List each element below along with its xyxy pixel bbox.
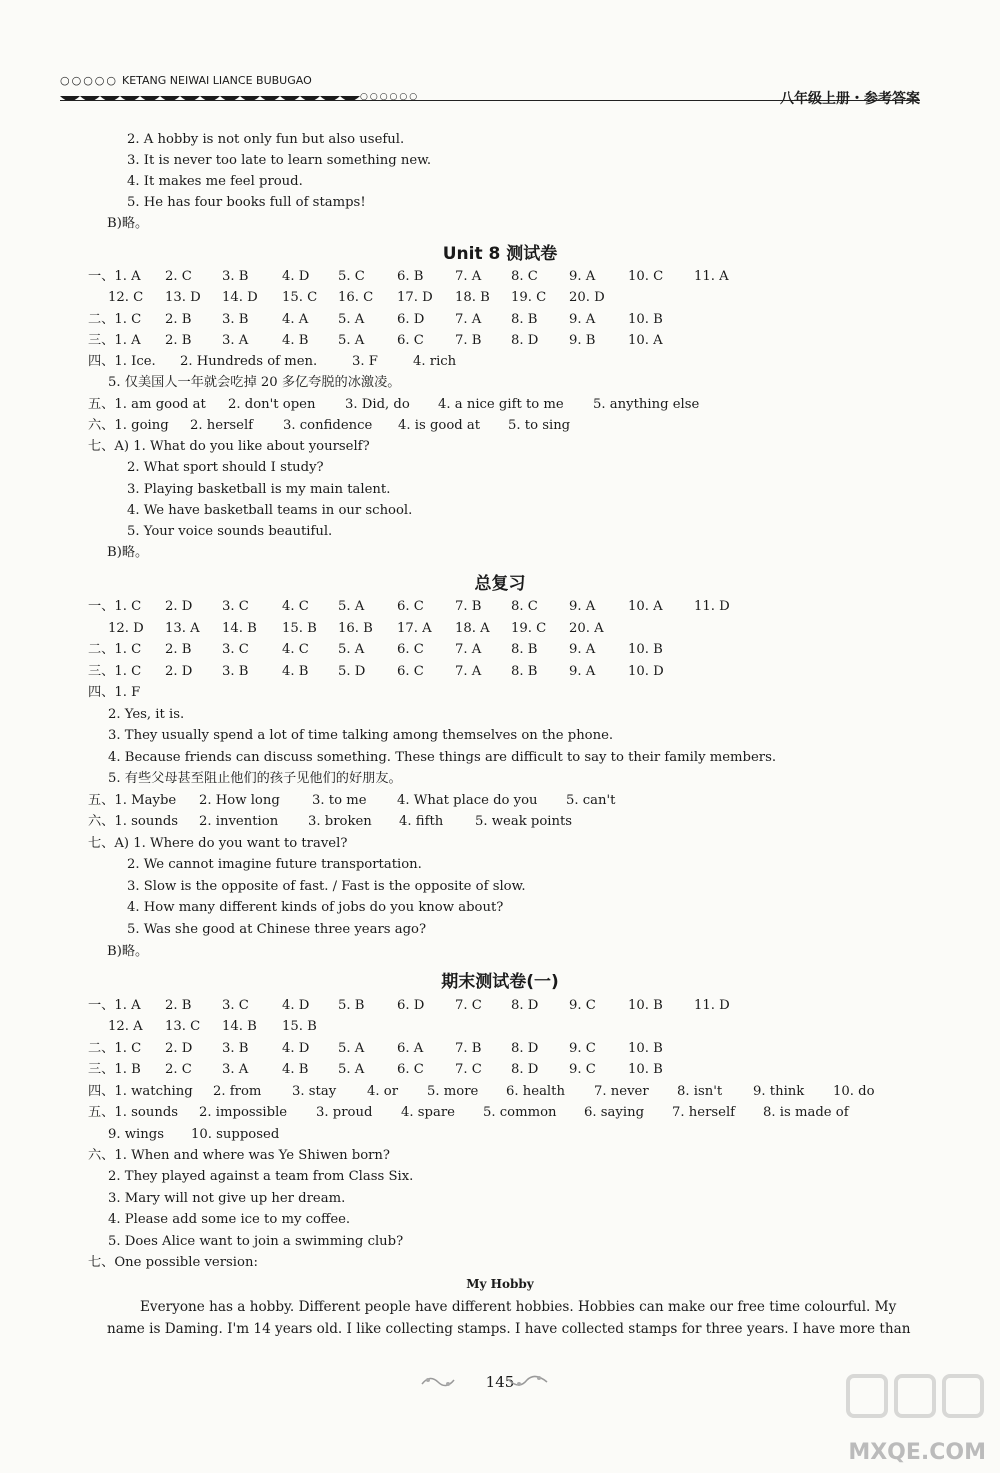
answer-item: 2. D bbox=[165, 664, 193, 679]
answer-line: 2. A hobby is not only fun but also useful. bbox=[127, 132, 405, 147]
answer-item: 7. B bbox=[455, 599, 482, 614]
answer-item: 2. Hundreds of men. bbox=[180, 354, 318, 369]
essay-title: My Hobby bbox=[466, 1277, 534, 1291]
answer-item: 7. B bbox=[455, 1041, 482, 1056]
answer-item: 9. C bbox=[569, 998, 596, 1013]
answer-item: 2. B bbox=[165, 642, 192, 657]
answer-item: 19. C bbox=[511, 621, 547, 636]
answer-line: 四、1. F bbox=[88, 685, 141, 700]
answer-item: 9. C bbox=[569, 1062, 596, 1077]
header-brand: KETANG NEIWAI LIANCE BUBUGAO bbox=[122, 74, 312, 87]
answer-item: 9. wings bbox=[108, 1127, 164, 1142]
answer-item: 7. A bbox=[455, 269, 482, 284]
answer-item: 11. A bbox=[694, 269, 729, 284]
answer-item: 2. How long bbox=[199, 793, 280, 808]
answer-line: 5. Was she good at Chinese three years ago? bbox=[127, 922, 427, 937]
answer-item: 8. C bbox=[511, 599, 538, 614]
answer-item: 4. D bbox=[282, 998, 310, 1013]
answer-item: 3. B bbox=[222, 1041, 249, 1056]
answer-item: 4. a nice gift to me bbox=[438, 397, 564, 412]
answer-line: 2. Yes, it is. bbox=[108, 707, 185, 722]
answer-item: 15. B bbox=[282, 621, 317, 636]
answer-item: 16. C bbox=[338, 290, 374, 305]
answer-item: 11. D bbox=[694, 998, 730, 1013]
answer-line: 七、One possible version: bbox=[88, 1255, 258, 1270]
answer-item: 二、1. C bbox=[88, 312, 142, 327]
section-title-final: 期末测试卷(一) bbox=[441, 972, 559, 992]
answer-item: 3. F bbox=[352, 354, 378, 369]
answer-line: 2. They played against a team from Class Six. bbox=[108, 1169, 414, 1184]
answer-item: 5. A bbox=[338, 599, 365, 614]
answer-item: 18. A bbox=[455, 621, 490, 636]
answer-item: 五、1. Maybe bbox=[88, 793, 177, 808]
answer-item: 6. D bbox=[397, 998, 425, 1013]
answer-item: 10. A bbox=[628, 333, 663, 348]
answer-item: 8. D bbox=[511, 998, 539, 1013]
answer-item: 10. B bbox=[628, 312, 663, 327]
answer-item: 5. can't bbox=[566, 793, 616, 808]
answer-item: 5. anything else bbox=[593, 397, 700, 412]
answer-item: 一、1. A bbox=[88, 998, 141, 1013]
header-wave-ornament bbox=[60, 92, 360, 106]
answer-item: 5. A bbox=[338, 312, 365, 327]
answer-line: 4. We have basketball teams in our school. bbox=[127, 503, 413, 518]
answer-line: 3. Slow is the opposite of fast. / Fast is the opposite of slow. bbox=[127, 879, 526, 894]
section-title-unit8: Unit 8 测试卷 bbox=[442, 244, 558, 264]
answer-item: 5. A bbox=[338, 642, 365, 657]
answer-item: 2. don't open bbox=[228, 397, 316, 412]
answer-item: 4. or bbox=[367, 1084, 399, 1099]
page-ornament-right bbox=[505, 1372, 551, 1390]
answer-item: 8. isn't bbox=[677, 1084, 723, 1099]
answer-item: 8. D bbox=[511, 333, 539, 348]
essay-line: name is Daming. I'm 14 years old. I like collecting stamps. I have collected stamps for three years. I have more than bbox=[107, 1321, 911, 1337]
answer-item: 4. C bbox=[282, 599, 309, 614]
answer-item: 5. B bbox=[338, 998, 365, 1013]
answer-item: 3. B bbox=[222, 269, 249, 284]
answer-item: 10. B bbox=[628, 1041, 663, 1056]
answer-item: 3. Did, do bbox=[345, 397, 410, 412]
answer-item: 8. D bbox=[511, 1062, 539, 1077]
answer-item: 4. B bbox=[282, 333, 309, 348]
answer-item: 4. rich bbox=[413, 354, 457, 369]
answer-item: 2. herself bbox=[190, 418, 254, 433]
answer-line: B)略。 bbox=[107, 545, 149, 560]
answer-line: 5. Your voice sounds beautiful. bbox=[127, 524, 333, 539]
answer-item: 20. D bbox=[569, 290, 605, 305]
answer-line: 2. We cannot imagine future transportation. bbox=[127, 857, 422, 872]
answer-item: 五、1. am good at bbox=[88, 397, 206, 412]
answer-item: 四、1. watching bbox=[88, 1084, 193, 1099]
answer-item: 6. C bbox=[397, 333, 424, 348]
answer-line: 5. 仅美国人一年就会吃掉 20 多亿夸脱的冰激凌。 bbox=[108, 375, 401, 390]
answer-item: 4. B bbox=[282, 664, 309, 679]
answer-item: 9. B bbox=[569, 333, 596, 348]
answer-item: 10. D bbox=[628, 664, 664, 679]
answer-line: 5. Does Alice want to join a swimming club? bbox=[108, 1234, 404, 1249]
answer-item: 9. A bbox=[569, 599, 596, 614]
answer-item: 3. to me bbox=[312, 793, 367, 808]
answer-item: 7. A bbox=[455, 312, 482, 327]
answer-item: 5. A bbox=[338, 1041, 365, 1056]
answer-item: 13. D bbox=[165, 290, 201, 305]
answer-item: 3. stay bbox=[292, 1084, 337, 1099]
answer-item: 9. A bbox=[569, 269, 596, 284]
answer-item: 2. invention bbox=[199, 814, 279, 829]
answer-item: 10. supposed bbox=[191, 1127, 280, 1142]
answer-item: 9. A bbox=[569, 642, 596, 657]
answer-item: 4. D bbox=[282, 269, 310, 284]
answer-item: 10. do bbox=[833, 1084, 875, 1099]
answer-line: 七、A) 1. Where do you want to travel? bbox=[88, 836, 348, 851]
header-section-label: 八年级上册・参考答案 bbox=[780, 91, 920, 107]
answer-item: 2. from bbox=[213, 1084, 262, 1099]
answer-item: 4. D bbox=[282, 1041, 310, 1056]
page-number: 145 bbox=[485, 1373, 515, 1391]
answer-item: 4. is good at bbox=[398, 418, 481, 433]
answer-item: 4. What place do you bbox=[397, 793, 538, 808]
answer-item: 4. fifth bbox=[399, 814, 444, 829]
answer-item: 9. think bbox=[753, 1084, 805, 1099]
answer-item: 6. C bbox=[397, 664, 424, 679]
answer-item: 4. spare bbox=[401, 1105, 455, 1120]
answer-item: 三、1. A bbox=[88, 333, 141, 348]
answer-item: 6. C bbox=[397, 1062, 424, 1077]
answer-item: 6. A bbox=[397, 1041, 424, 1056]
answer-item: 一、1. C bbox=[88, 599, 142, 614]
answer-line: 4. It makes me feel proud. bbox=[127, 174, 303, 189]
answer-item: 3. A bbox=[222, 333, 249, 348]
answer-item: 3. C bbox=[222, 599, 249, 614]
answer-item: 13. A bbox=[165, 621, 200, 636]
answer-item: 7. never bbox=[594, 1084, 649, 1099]
answer-item: 20. A bbox=[569, 621, 604, 636]
answer-line: 六、1. When and where was Ye Shiwen born? bbox=[88, 1148, 390, 1163]
answer-item: 8. is made of bbox=[763, 1105, 849, 1120]
answer-item: 3. confidence bbox=[283, 418, 373, 433]
answer-line: 4. Because friends can discuss something. These things are difficult to say to their family members. bbox=[108, 750, 777, 765]
answer-item: 3. proud bbox=[316, 1105, 373, 1120]
answer-item: 六、1. sounds bbox=[88, 814, 179, 829]
answer-item: 5. A bbox=[338, 333, 365, 348]
answer-item: 6. C bbox=[397, 599, 424, 614]
answer-item: 一、1. A bbox=[88, 269, 141, 284]
answer-item: 7. A bbox=[455, 642, 482, 657]
answer-item: 7. B bbox=[455, 333, 482, 348]
answer-item: 二、1. C bbox=[88, 642, 142, 657]
answer-item: 15. C bbox=[282, 290, 318, 305]
answer-line: 4. Please add some ice to my coffee. bbox=[108, 1212, 351, 1227]
answer-line: 4. How many different kinds of jobs do you know about? bbox=[127, 900, 504, 915]
answer-item: 四、1. Ice. bbox=[88, 354, 156, 369]
answer-line: 5. He has four books full of stamps! bbox=[127, 195, 366, 210]
answer-item: 5. C bbox=[338, 269, 365, 284]
answer-item: 7. C bbox=[455, 998, 482, 1013]
answer-item: 8. B bbox=[511, 642, 538, 657]
answer-item: 16. B bbox=[338, 621, 373, 636]
answer-line: B)略。 bbox=[107, 944, 149, 959]
answer-item: 15. B bbox=[282, 1019, 317, 1034]
answer-item: 4. B bbox=[282, 1062, 309, 1077]
answer-item: 2. B bbox=[165, 998, 192, 1013]
answer-item: 17. D bbox=[397, 290, 433, 305]
answer-item: 7. herself bbox=[672, 1105, 736, 1120]
answer-item: 5. more bbox=[427, 1084, 479, 1099]
answer-item: 6. C bbox=[397, 642, 424, 657]
answer-line: 3. Mary will not give up her dream. bbox=[108, 1191, 346, 1206]
answer-item: 6. D bbox=[397, 312, 425, 327]
answer-item: 2. B bbox=[165, 312, 192, 327]
answer-item: 19. C bbox=[511, 290, 547, 305]
answer-item: 12. A bbox=[108, 1019, 143, 1034]
answer-item: 8. C bbox=[511, 269, 538, 284]
answer-item: 14. D bbox=[222, 290, 258, 305]
answer-item: 8. B bbox=[511, 664, 538, 679]
answer-line: 3. It is never too late to learn something new. bbox=[127, 153, 432, 168]
answer-item: 三、1. C bbox=[88, 664, 142, 679]
header-circles: ○○○○○○ bbox=[360, 92, 420, 102]
answer-item: 10. A bbox=[628, 599, 663, 614]
answer-item: 2. impossible bbox=[199, 1105, 288, 1120]
answer-item: 三、1. B bbox=[88, 1062, 141, 1077]
answer-item: 6. B bbox=[397, 269, 424, 284]
answer-item: 9. C bbox=[569, 1041, 596, 1056]
header-rule bbox=[60, 100, 920, 101]
answer-line: 3. They usually spend a lot of time talking among themselves on the phone. bbox=[108, 728, 614, 743]
answer-item: 14. B bbox=[222, 1019, 257, 1034]
section-title-review: 总复习 bbox=[474, 574, 526, 594]
answer-line: 3. Playing basketball is my main talent. bbox=[127, 482, 391, 497]
essay-line: Everyone has a hobby. Different people have different hobbies. Hobbies can make our free time colourful. My bbox=[140, 1299, 897, 1315]
answer-item: 10. B bbox=[628, 642, 663, 657]
answer-item: 8. D bbox=[511, 1041, 539, 1056]
answer-item: 10. B bbox=[628, 998, 663, 1013]
answer-item: 五、1. sounds bbox=[88, 1105, 179, 1120]
header-dots: ○○○○○ bbox=[60, 74, 118, 87]
watermark-text: MXQE.COM bbox=[848, 1440, 986, 1465]
answer-item: 5. to sing bbox=[508, 418, 571, 433]
answer-item: 7. C bbox=[455, 1062, 482, 1077]
answer-item: 9. A bbox=[569, 312, 596, 327]
answer-item: 7. A bbox=[455, 664, 482, 679]
answer-item: 3. C bbox=[222, 998, 249, 1013]
answer-item: 10. B bbox=[628, 1062, 663, 1077]
answer-line: 2. What sport should I study? bbox=[127, 460, 324, 475]
answer-item: 11. D bbox=[694, 599, 730, 614]
answer-item: 17. A bbox=[397, 621, 432, 636]
answer-item: 14. B bbox=[222, 621, 257, 636]
answer-line: B)略。 bbox=[107, 216, 149, 231]
answer-item: 5. A bbox=[338, 1062, 365, 1077]
answer-item: 5. common bbox=[483, 1105, 557, 1120]
running-header bbox=[60, 68, 920, 108]
answer-item: 2. B bbox=[165, 333, 192, 348]
answer-item: 6. health bbox=[506, 1084, 565, 1099]
answer-line: 七、A) 1. What do you like about yourself? bbox=[88, 439, 370, 454]
answer-item: 12. C bbox=[108, 290, 144, 305]
answer-item: 5. weak points bbox=[475, 814, 573, 829]
answer-item: 二、1. C bbox=[88, 1041, 142, 1056]
answer-item: 5. D bbox=[338, 664, 366, 679]
answer-item: 2. C bbox=[165, 1062, 192, 1077]
answer-item: 8. B bbox=[511, 312, 538, 327]
answer-item: 3. broken bbox=[308, 814, 372, 829]
answer-item: 六、1. going bbox=[88, 418, 169, 433]
answer-item: 3. B bbox=[222, 312, 249, 327]
answer-item: 6. saying bbox=[584, 1105, 645, 1120]
answer-item: 2. C bbox=[165, 269, 192, 284]
answer-item: 9. A bbox=[569, 664, 596, 679]
answer-item: 12. D bbox=[108, 621, 144, 636]
answer-item: 2. D bbox=[165, 599, 193, 614]
answer-item: 3. B bbox=[222, 664, 249, 679]
answer-line: 5. 有些父母甚至阻止他们的孩子见他们的好朋友。 bbox=[108, 771, 402, 786]
answer-item: 4. C bbox=[282, 642, 309, 657]
answer-item: 18. B bbox=[455, 290, 490, 305]
answer-item: 13. C bbox=[165, 1019, 201, 1034]
answer-item: 3. C bbox=[222, 642, 249, 657]
answer-item: 10. C bbox=[628, 269, 664, 284]
answer-item: 3. A bbox=[222, 1062, 249, 1077]
answer-item: 4. A bbox=[282, 312, 309, 327]
answer-item: 2. D bbox=[165, 1041, 193, 1056]
